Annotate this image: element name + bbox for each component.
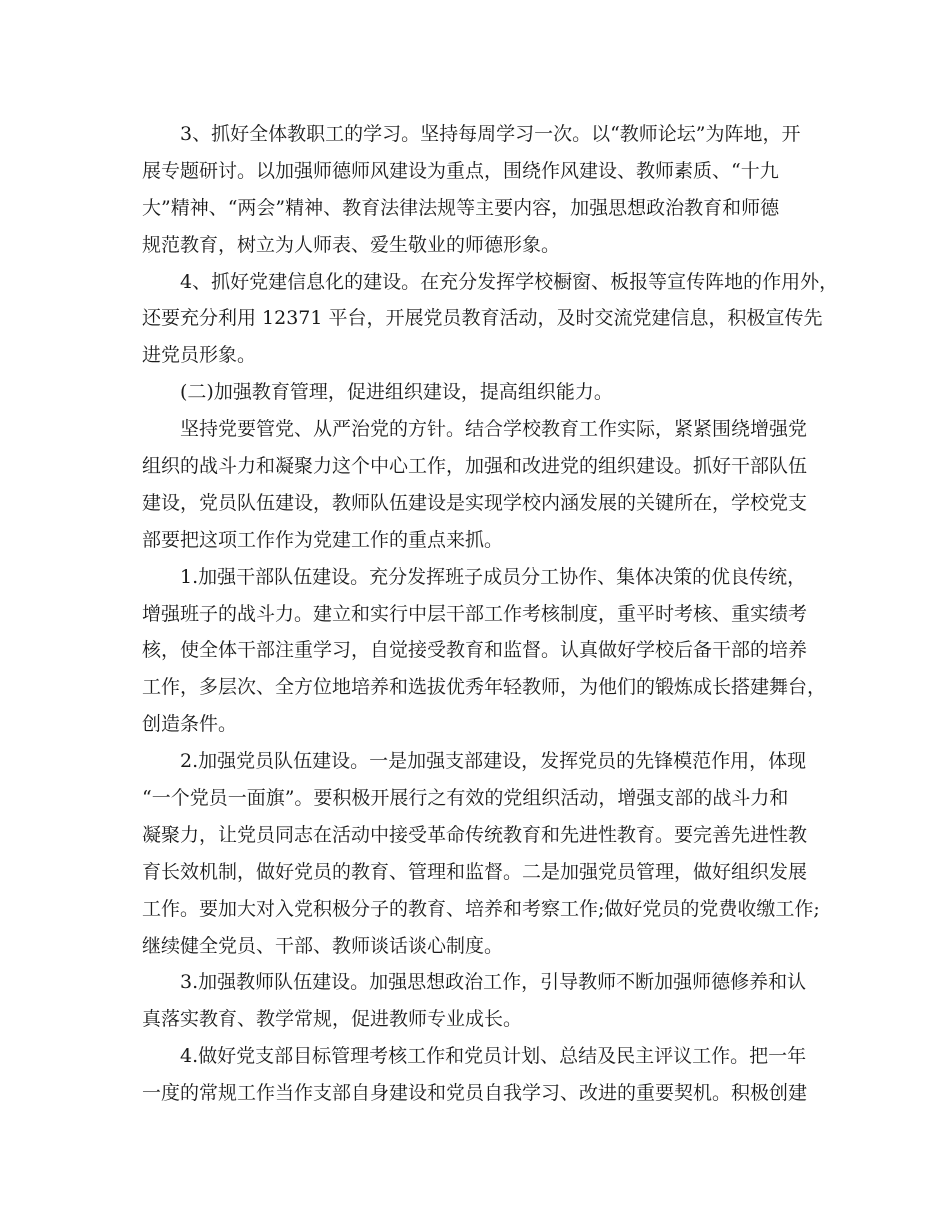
text-line: 增强班子的战斗力。建立和实行中层干部工作考核制度，重平时考核、重实绩考 bbox=[142, 602, 808, 625]
paragraph-informatization bbox=[142, 264, 839, 375]
text-line: 组织的战斗力和凝聚力这个中心工作，加强和改进党的组织建设。抓好干部队伍 bbox=[142, 455, 808, 478]
text-line: “一个党员一面旗”。要积极开展行之有效的党组织活动，增强支部的战斗力和 bbox=[142, 787, 789, 810]
text-line: 3.加强教师队伍建设。加强思想政治工作，引导教师不断加强师德修养和认 bbox=[180, 971, 807, 994]
text-line: 创造条件。 bbox=[142, 713, 238, 736]
paragraph-teachers bbox=[142, 964, 822, 1038]
paragraph-cadre bbox=[142, 559, 827, 743]
text-line: 3、抓好全体教职工的学习。坚持每周学习一次。以“教师论坛”为阵地，开 bbox=[180, 123, 801, 145]
text-line: 坚持党要管党、从严治党的方针。结合学校教育工作实际，紧紧围绕增强党 bbox=[180, 418, 808, 441]
paragraph-party-members bbox=[142, 743, 822, 964]
text-line: 工作，多层次、全方位地培养和选拔优秀年轻教师，为他们的锻炼成长搭建舞台， bbox=[142, 676, 827, 699]
text-line: 展专题研讨。以加强师德师风建设为重点，围绕作风建设、教师素质、“十九 bbox=[142, 159, 779, 182]
text-line: 大”精神、“两会”精神、教育法律法规等主要内容，加强思想政治教育和师德 bbox=[142, 196, 780, 219]
text-line: 工作。要加大对入党积极分子的教育、培养和考察工作;做好党员的党费收缴工作; bbox=[142, 897, 820, 920]
text-line: 一度的常规工作当作支部自身建设和党员自我学习、改进的重要契机。积极创建 bbox=[142, 1082, 808, 1105]
text-line: 部要把这项工作作为党建工作的重点来抓。 bbox=[142, 528, 504, 551]
text-line: 继续健全党员、干部、教师谈话谈心制度。 bbox=[142, 934, 504, 957]
paragraph-study bbox=[142, 116, 822, 264]
text-line: 4、抓好党建信息化的建设。在充分发挥学校橱窗、板报等宣传阵地的作用外， bbox=[180, 270, 839, 293]
section-heading bbox=[142, 374, 822, 411]
text-line: 育长效机制，做好党员的教育、管理和监督。二是加强党员管理，做好组织发展 bbox=[142, 860, 808, 883]
text-line: 建设，党员队伍建设，教师队伍建设是实现学校内涵发展的关键所在，学校党支 bbox=[142, 491, 808, 514]
text-line: 2.加强党员队伍建设。一是加强支部建设，发挥党员的先锋模范作用，体现 bbox=[180, 750, 807, 773]
text-line: 还要充分利用 12371 平台，开展党员教育活动，及时交流党建信息，积极宣传先 bbox=[142, 307, 823, 330]
text-line: 凝聚力，让党员同志在活动中接受革命传统教育和先进性教育。要完善先进性教 bbox=[142, 823, 808, 846]
paragraph-target-management bbox=[142, 1038, 822, 1112]
text-line: 进党员形象。 bbox=[142, 344, 257, 367]
text-line: 1.加强干部队伍建设。充分发挥班子成员分工协作、集体决策的优良传统， bbox=[180, 565, 807, 588]
text-line: 核，使全体干部注重学习，自觉接受教育和监督。认真做好学校后备干部的培养 bbox=[142, 639, 808, 662]
text-line: (二)加强教育管理，促进组织建设，提高组织能力。 bbox=[180, 381, 613, 404]
text-line: 真落实教育、教学常规，促进教师专业成长。 bbox=[142, 1008, 523, 1031]
paragraph-principle bbox=[142, 411, 822, 559]
text-line: 4.做好党支部目标管理考核工作和党员计划、总结及民主评议工作。把一年 bbox=[180, 1045, 807, 1068]
text-line: 规范教育，树立为人师表、爱生敬业的师德形象。 bbox=[142, 233, 561, 256]
document-body bbox=[142, 116, 839, 1112]
